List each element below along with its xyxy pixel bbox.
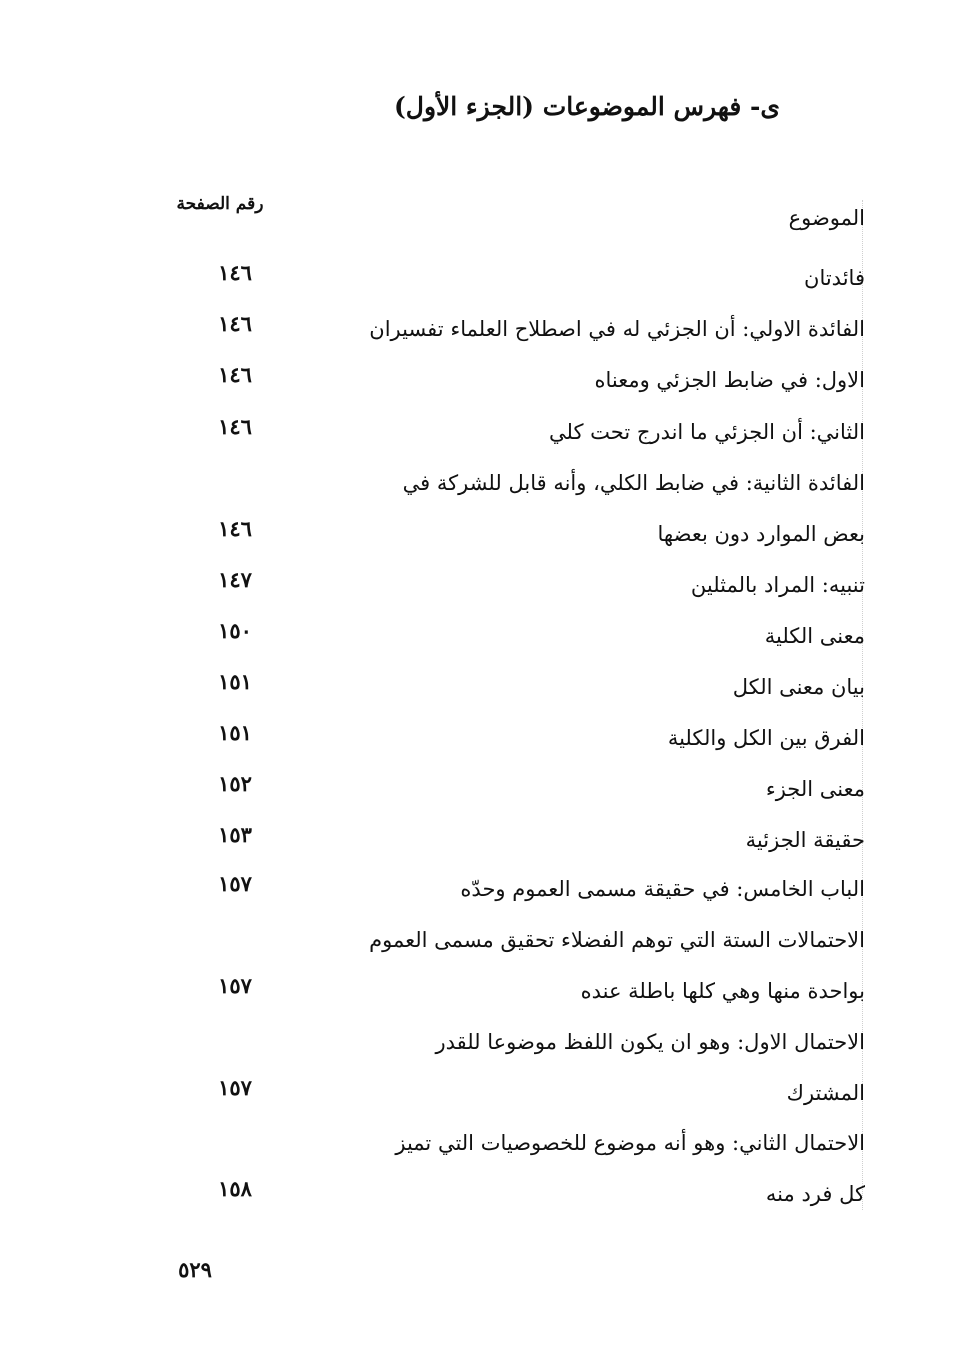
- toc-entry-page: ١٥٨: [218, 1176, 252, 1201]
- footer-page-number: ٥٢٩: [178, 1257, 212, 1282]
- toc-entry: [150, 928, 865, 968]
- toc-entry-text: الاول: في ضابط الجزئي ومعناه: [594, 368, 865, 392]
- toc-entry: [150, 871, 865, 917]
- toc-entry: [150, 260, 865, 306]
- toc-entry: [150, 567, 865, 613]
- toc-entry: [150, 1030, 865, 1070]
- toc-entry-text: كل فرد منه: [765, 1182, 865, 1206]
- toc-entry-text: الفرق بين الكل والكلية: [667, 726, 865, 750]
- toc-entry: [150, 822, 865, 868]
- toc-entry-page: ١٥٧: [218, 1075, 252, 1100]
- toc-entry: [150, 973, 865, 1019]
- toc-entry-page: ١٤٦: [218, 362, 252, 387]
- toc-entry: [150, 771, 865, 817]
- toc-entry: [150, 1131, 865, 1171]
- toc-entry-page: ١٤٦: [218, 311, 252, 336]
- toc-entry-text: بيان معنى الكل: [732, 675, 865, 699]
- toc-entry-page: ١٤٦: [218, 260, 252, 285]
- toc-entry-text: معنى الجزء: [765, 777, 865, 801]
- toc-entry: [150, 618, 865, 664]
- toc-entry: [150, 1176, 865, 1222]
- toc-entry: [150, 720, 865, 766]
- toc-entry: [150, 516, 865, 562]
- toc-entry-page: ١٥٣: [218, 822, 252, 847]
- toc-entry-text: معنى الكلية: [764, 624, 865, 648]
- toc-entry: [150, 471, 865, 511]
- toc-entry-page: ١٥٢: [218, 771, 252, 796]
- toc-entry-text: الاحتمالات الستة التي توهم الفضلاء تحقيق مسمى العموم: [369, 928, 865, 952]
- page-title: ى- فهرس الموضوعات (الجزء الأول): [393, 92, 780, 121]
- toc-entry-page: ١٤٧: [218, 567, 252, 592]
- toc-entry-text: الثاني: أن الجزئي ما اندرج تحت كلي: [549, 420, 865, 444]
- toc-entry: [150, 1075, 865, 1121]
- toc-entry-text: فائدتان: [804, 266, 865, 290]
- toc-entry: [150, 414, 865, 460]
- toc-entry-text: بعض الموارد دون بعضها: [657, 522, 865, 546]
- toc-entry-page: ١٥١: [218, 720, 252, 745]
- toc-entry-text: الباب الخامس: في حقيقة مسمى العموم وحدّه: [460, 877, 865, 901]
- toc-entry-text: الاحتمال الثاني: وهو أنه موضوع للخصوصيات التي تميز: [395, 1131, 865, 1155]
- toc-entry-page: ١٤٦: [218, 516, 252, 541]
- toc-entry-text: بواحدة منها وهي كلها باطلة عنده: [580, 979, 865, 1003]
- toc-entry-page: ١٥١: [218, 669, 252, 694]
- toc-entry: [150, 362, 865, 408]
- toc-entry: [150, 311, 865, 357]
- toc-entry-text: الفائدة الثانية: في ضابط الكلي، وأنه قابل للشركة في: [402, 471, 865, 495]
- page-column-header: رقم الصفحة: [176, 194, 264, 214]
- toc-entry-text: حقيقة الجزئية: [745, 828, 865, 852]
- toc-entry-page: ١٥٠: [218, 618, 252, 643]
- toc-entry-page: ١٥٧: [218, 973, 252, 998]
- toc-entry-text: الاحتمال الاول: وهو ان يكون اللفظ موضوعا للقدر: [435, 1030, 865, 1054]
- toc-entry-text: المشترك: [786, 1081, 865, 1105]
- topic-column-header: الموضوع: [788, 206, 865, 230]
- toc-entry: [150, 669, 865, 715]
- toc-entry-page: ١٥٧: [218, 871, 252, 896]
- toc-entry-text: تنبيه: المراد بالمثلين: [690, 573, 865, 597]
- toc-entry-text: الفائدة الاولي: أن الجزئي له في اصطلاح العلماء تفسيران: [369, 317, 865, 341]
- toc-entry-page: ١٤٦: [218, 414, 252, 439]
